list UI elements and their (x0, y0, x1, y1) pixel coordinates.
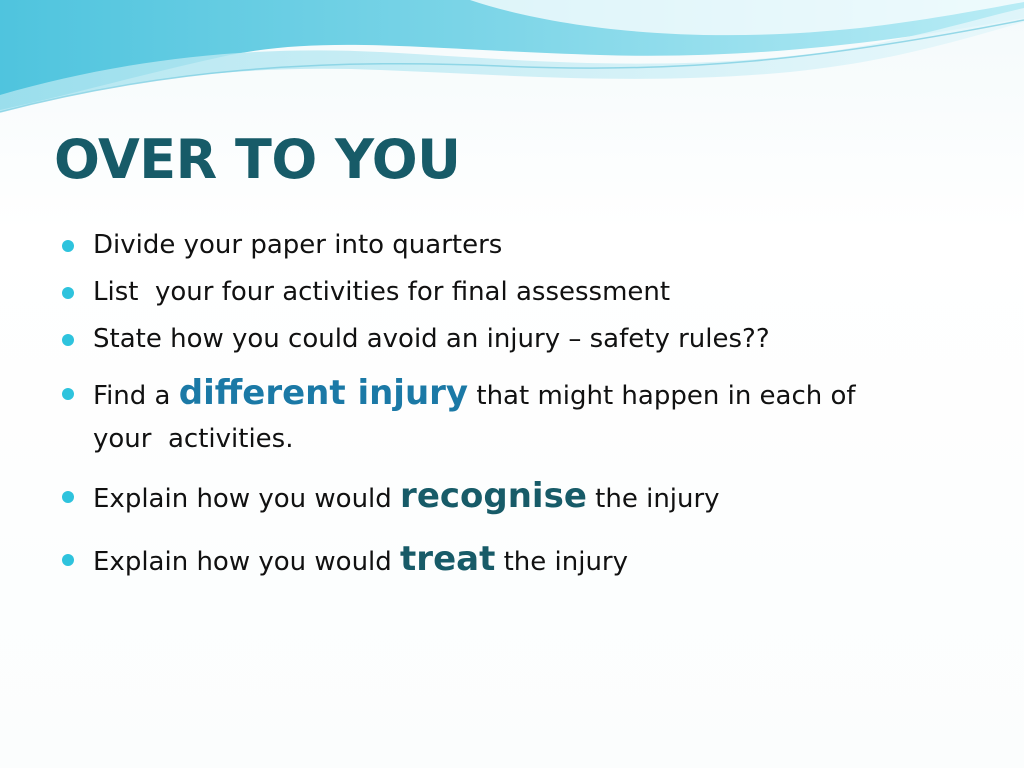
bullet-item (62, 473, 962, 522)
header-wave-decoration (0, 0, 1024, 130)
bullet-list (62, 222, 962, 593)
bullet-text: State how you could avoid an injury – safety rules?? (93, 324, 770, 354)
bullet-text-before: Explain how you would (93, 484, 401, 514)
bullet-text-before: Explain how you would (93, 547, 401, 577)
emphasis-recognise: recognise (400, 476, 587, 516)
bullet-text-before: Find a (93, 381, 179, 411)
bullet-dot-icon (62, 240, 74, 252)
bullet-text-after: the injury (495, 547, 629, 577)
bullet-text-continuation: your activities. (93, 424, 294, 454)
emphasis-different-injury: different injury (178, 373, 469, 413)
slide-title: OVER TO YOU (54, 128, 461, 191)
bullet-item (62, 536, 962, 585)
bullet-text: List your four activities for final assessment (93, 277, 671, 307)
bullet-item (62, 269, 962, 315)
bullet-text-after: that might happen in each of (468, 381, 856, 411)
bullet-text-after: the injury (586, 484, 720, 514)
bullet-text: Divide your paper into quarters (93, 230, 503, 260)
bullet-dot-icon (62, 554, 74, 566)
bullet-dot-icon (62, 334, 74, 346)
bullet-dot-icon (62, 491, 74, 503)
bullet-dot-icon (62, 388, 74, 400)
emphasis-treat: treat (400, 539, 496, 579)
bullet-item (62, 316, 962, 362)
bullet-dot-icon (62, 287, 74, 299)
bullet-item (62, 222, 962, 268)
bullet-item (62, 370, 962, 459)
